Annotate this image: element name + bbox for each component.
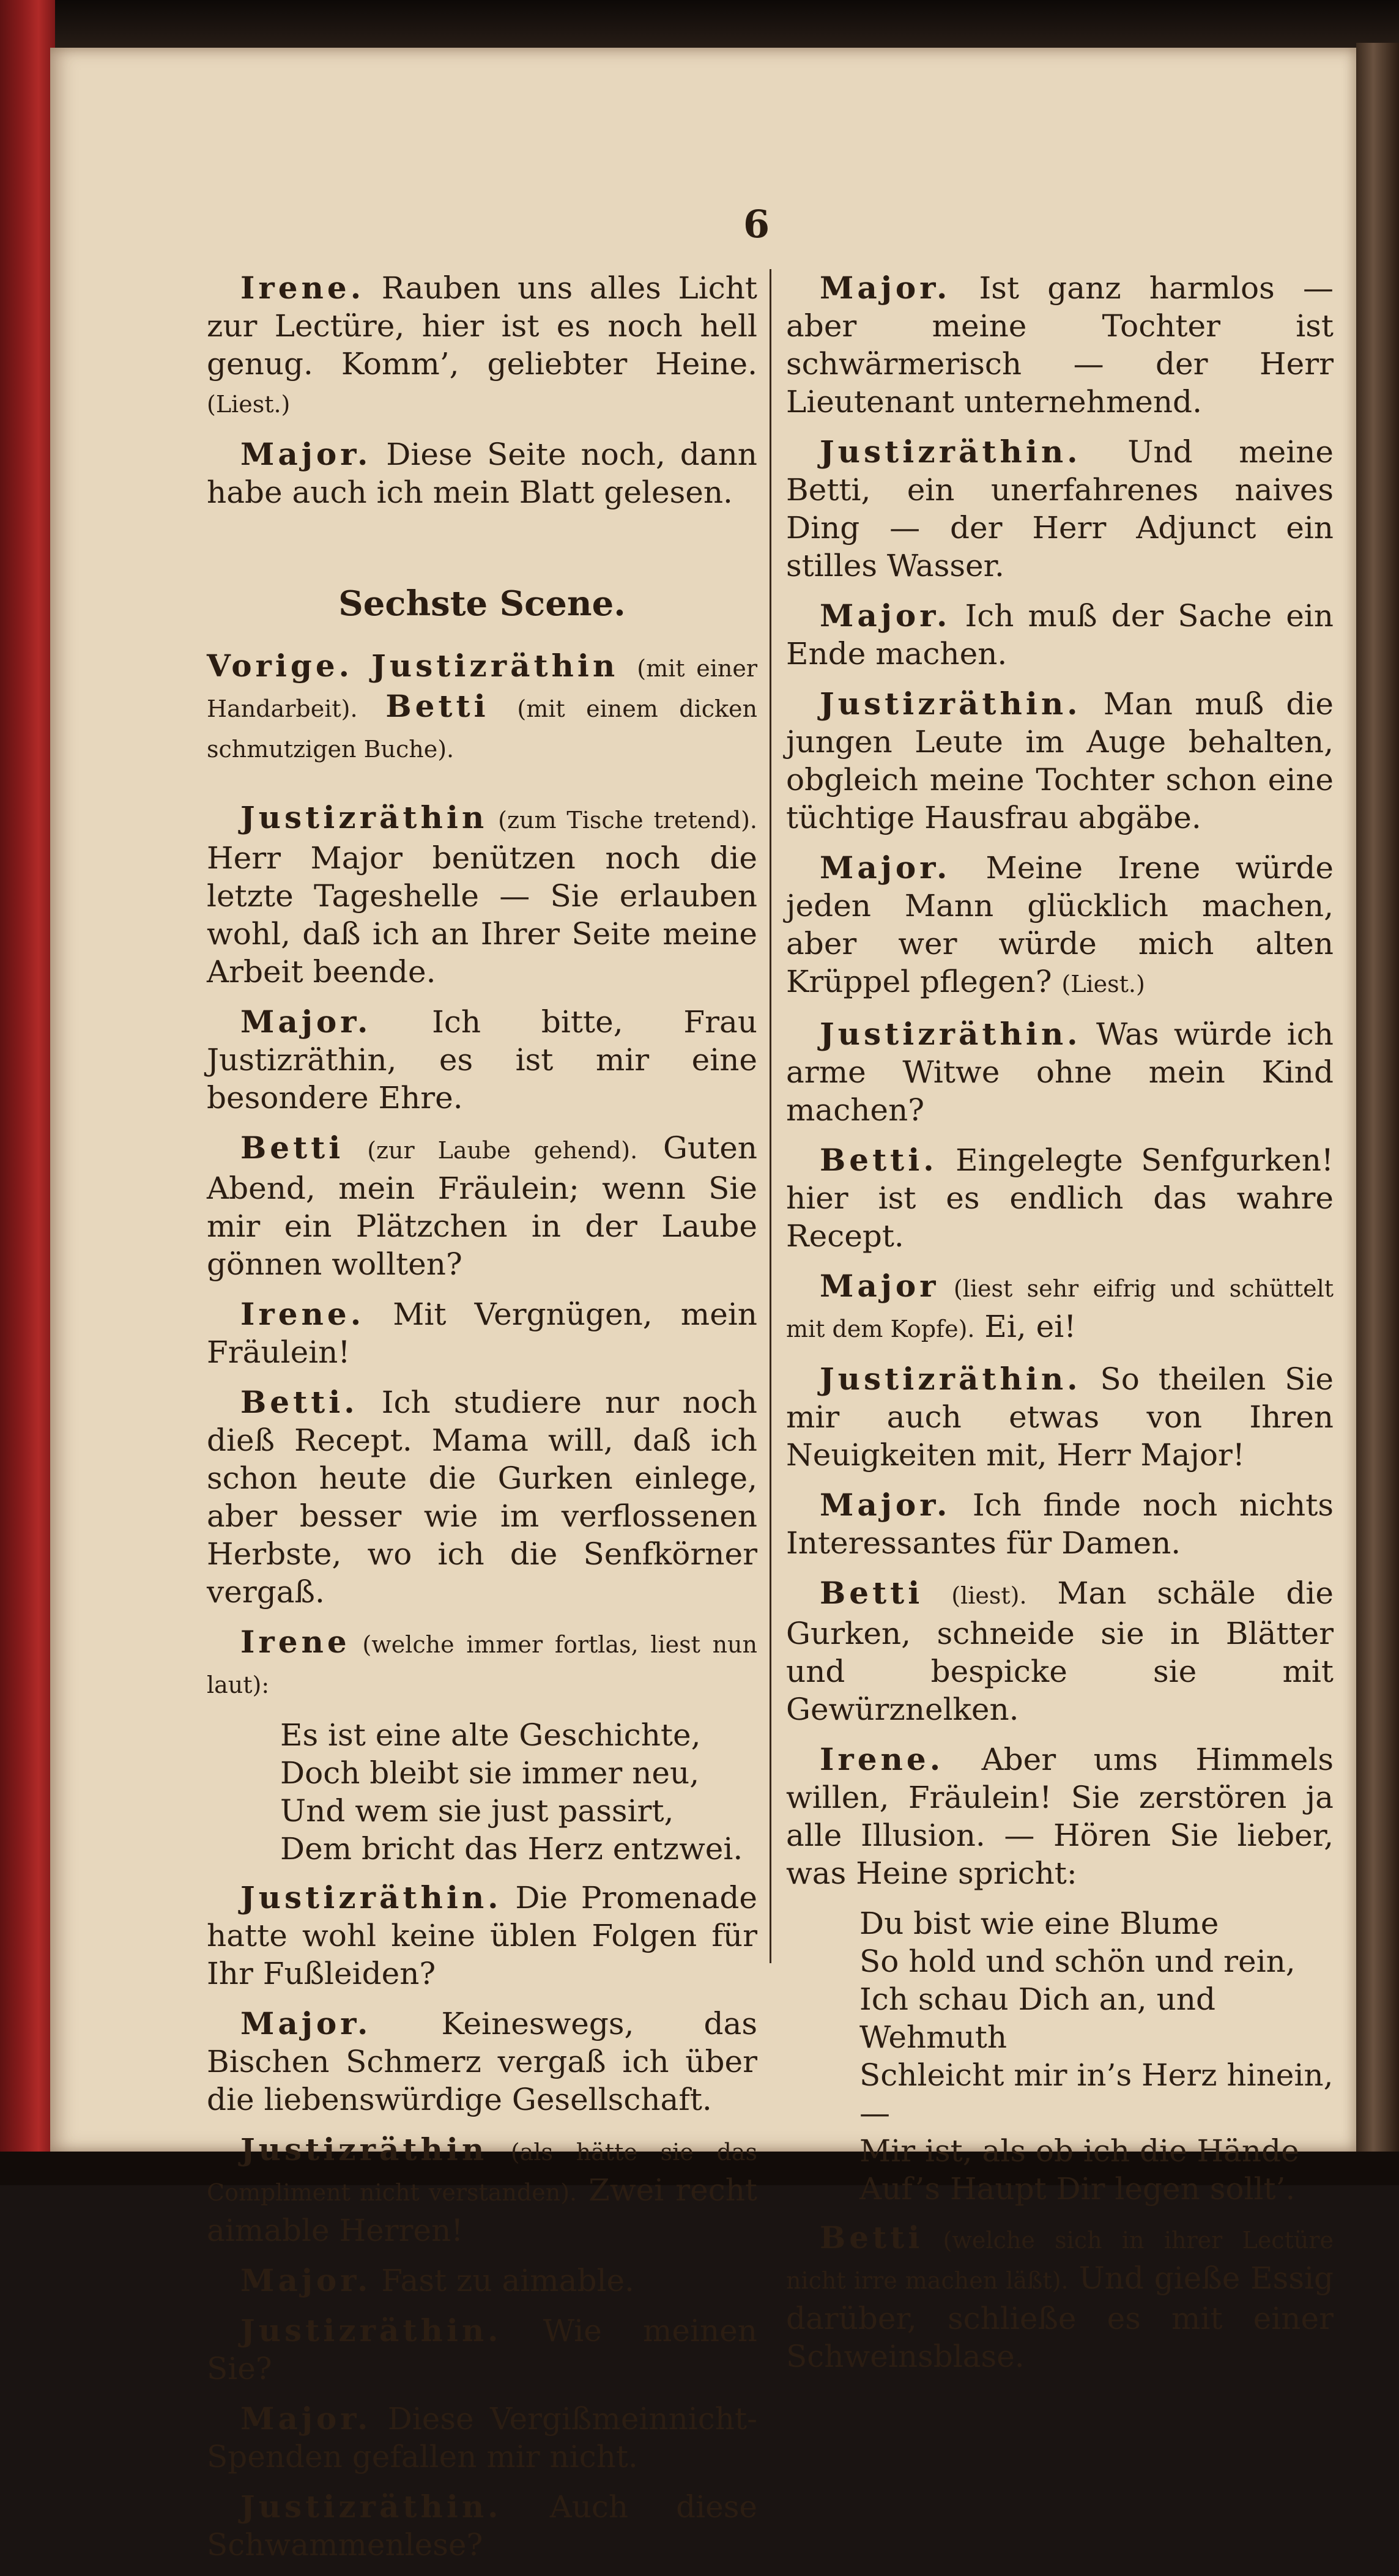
speaker: Irene. [240,270,365,306]
dialogue-paragraph [786,849,1334,1003]
dialogue-paragraph [207,1383,757,1611]
dialogue-text: Wie meinen Sie? [207,2313,757,2386]
dialogue-paragraph [786,1574,1334,1728]
speaker: Major [820,1268,940,1304]
dialogue-paragraph [207,1879,757,1993]
dialogue-paragraph [786,1267,1334,1348]
stage-direction: (welche sich in ihrer Lectüre nicht irre machen läßt). [786,2227,1334,2294]
stage-direction: (liest sehr eifrig und schüttelt mit dem Kopfe). [786,1275,1334,1342]
dialogue-text: Ich studiere nur noch dieß Recept. Mama will, daß ich schon heute die Gurken einlege, aber besser wie im verflossenen Herbste, wo ich die Senfkörner vergaß. [207,1385,757,1610]
dialogue-text: Ich finde noch nichts Interessantes für Damen. [786,1487,1334,1561]
speaker: Justizräthin [240,799,488,835]
speaker: Justizräthin. [240,1879,502,1915]
verse-line: Du bist wie eine Blume [859,1906,1219,1941]
book-spine-edge [0,0,55,2185]
dialogue-text: Aber ums Himmels willen, Fräulein! Sie zerstören ja alle Illusion. — Hören Sie lieber, was Heine spricht: [786,1742,1334,1891]
dialogue-paragraph [207,1003,757,1117]
stage-direction: (welche immer fortlas, liest nun laut): [207,1631,757,1698]
speaker: Justizräthin. [820,434,1082,470]
dialogue-paragraph [207,435,757,511]
stage-direction: (Liest.) [1061,971,1145,997]
speaker: Betti [240,1130,344,1166]
speaker: Irene. [820,1741,944,1777]
dialogue-paragraph [207,1129,757,1283]
speaker: Betti [820,1575,924,1611]
speaker: Justizräthin [353,648,637,684]
stage-direction: (Liest.) [207,391,291,418]
scan-top-border [0,0,1399,55]
speaker: Major. [820,598,951,634]
page-number: 6 [743,202,770,246]
poem-verse [786,1904,1334,2208]
speaker: Justizräthin. [820,1361,1082,1397]
speaker: Betti [820,2219,924,2256]
dialogue-text: Fast zu aimable. [371,2263,634,2298]
speaker: Major. [240,2400,372,2437]
dialogue-paragraph [786,1015,1334,1129]
dialogue-paragraph [207,2400,757,2476]
speaker: Major. [240,436,372,472]
speaker: Major. [820,849,951,886]
dialogue-text: Herr Major benützen noch die letzte Tageshelle — Sie erlauben wohl, daß ich an Ihrer Seite meine Arbeit beende. [207,840,757,990]
dialogue-text: Ich bitte, Frau Justizräthin, es ist mir eine besondere Ehre. [207,1004,757,1116]
dialogue-paragraph [207,2262,757,2300]
dialogue-paragraph [207,2488,757,2564]
dialogue-paragraph [207,2131,757,2249]
dialogue-text: Guten Abend, mein Fräulein; wenn Sie mir ein Plätzchen in der Laube gönnen wollten? [207,1130,757,1282]
dialogue-text: Meine Irene würde jeden Mann glücklich machen, aber wer würde mich alten Krüppel pflegen? [786,850,1334,999]
scene-heading: Sechste Scene. [338,583,626,624]
dialogue-paragraph [786,1141,1334,1255]
dialogue-text: So theilen Sie mir auch etwas von Ihren Neuigkeiten mit, Herr Major! [786,1361,1334,1473]
dialogue-text: Ich muß der Sache ein Ende machen. [786,598,1334,672]
speaker: Betti. [240,1384,358,1420]
dialogue-paragraph [786,269,1334,421]
speaker: Justizräthin. [240,2489,502,2525]
left-column [207,269,757,2576]
speaker: Justizräthin. [240,2312,502,2348]
speaker: Irene [240,1624,351,1660]
speaker: Betti. [820,1142,938,1178]
verse-line: Ich schau Dich an, und Wehmuth [859,1982,1216,2055]
poem-verse [207,1716,757,1868]
dialogue-paragraph [786,1486,1334,1562]
dialogue-paragraph [786,1360,1334,1474]
dialogue-paragraph [207,1623,757,1704]
cast-paragraph [207,647,757,768]
dialogue-paragraph [786,685,1334,837]
column-divider [770,269,771,1963]
dialogue-paragraph [207,2312,757,2388]
dialogue-paragraph [786,2219,1334,2375]
dialogue-text: Diese Seite noch, dann habe auch ich mein Blatt gelesen. [207,437,757,510]
speaker: Vorige. [207,648,354,684]
verse-line: Es ist eine alte Geschichte, [280,1717,701,1753]
speaker: Major. [240,1004,372,1040]
right-column [786,269,1334,2388]
speaker: Justizräthin [240,2131,488,2167]
dialogue-text: Keineswegs, das Bischen Schmerz vergaß ich über die liebenswürdige Gesellschaft. [207,2006,757,2117]
scan-right-border [1356,43,1399,2185]
stage-direction: (als hätte sie das Compliment nicht verstanden). [207,2139,757,2206]
dialogue-paragraph [207,799,757,991]
dialogue-paragraph [786,433,1334,585]
dialogue-text: Und gieße Essig darüber, schließe es mit einer Schweinsblase. [786,2260,1334,2374]
dialogue-text: Ist ganz harmlos — aber meine Tochter ist schwärmerisch — der Herr Lieutenant unternehmend. [786,270,1334,420]
dialogue-text: Diese Vergißmeinnicht-Spenden gefallen mir nicht. [207,2401,757,2474]
speaker: Major. [240,2005,372,2041]
verse-line: Dem bricht das Herz entzwei. [280,1831,743,1867]
speaker: Justizräthin. [820,686,1082,722]
dialogue-text: Und meine Betti, ein unerfahrenes naives Ding — der Herr Adjunct ein stilles Wasser. [786,434,1334,583]
dialogue-text: Rauben uns alles Licht zur Lectüre, hier ist es noch hell genug. Komm’, geliebter Heine. [207,270,757,382]
stage-direction: (zum Tische tretend). [488,807,757,834]
verse-line: Auf’s Haupt Dir legen sollt’. [859,2171,1296,2207]
dialogue-text: Ei, ei! [974,1309,1077,1344]
dialogue-paragraph [207,2005,757,2119]
stage-direction: (zur Laube gehend). [344,1137,638,1164]
dialogue-paragraph [786,597,1334,673]
dialogue-text: Was würde ich arme Witwe ohne mein Kind machen? [786,1016,1334,1128]
speaker: Major. [820,270,951,306]
speaker: Major. [240,2262,372,2298]
dialogue-paragraph [207,269,757,423]
verse-line: Schleicht mir in’s Herz hinein, — [859,2057,1334,2131]
dialogue-text: Eingelegte Senfgurken! hier ist es endlich das wahre Recept. [786,1142,1334,1254]
speaker: Justizräthin. [820,1016,1082,1052]
stage-direction: (liest). [923,1582,1027,1609]
dialogue-text: Man muß die jungen Leute im Auge behalten, obgleich meine Tochter schon eine tüchtige Hausfrau abgäbe. [786,686,1334,835]
dialogue-paragraph [786,1741,1334,1892]
dialogue-text: Auch diese Schwammenlese? [207,2489,757,2563]
stage-direction: (mit einer Handarbeit). [207,655,757,722]
dialogue-text: Die Promenade hatte wohl keine üblen Folgen für Ihr Fußleiden? [207,1880,757,1991]
verse-line: Mir ist, als ob ich die Hände [859,2133,1299,2169]
stage-direction: (mit einem dicken schmutzigen Buche). [207,695,757,763]
verse-line: Doch bleibt sie immer neu, [280,1755,700,1791]
dialogue-text: Zwei recht aimable Herren! [207,2172,757,2248]
speaker: Betti [357,688,518,724]
speaker: Irene. [240,1296,365,1332]
dialogue-text: Mit Vergnügen, mein Fräulein! [207,1297,757,1370]
dialogue-paragraph [207,1295,757,1371]
dialogue-text: Man schäle die Gurken, schneide sie in Blätter und bespicke sie mit Gewürznelken. [786,1575,1334,1727]
verse-line: So hold und schön und rein, [859,1944,1296,1979]
verse-line: Und wem sie just passirt, [280,1793,674,1829]
speaker: Major. [820,1487,951,1523]
